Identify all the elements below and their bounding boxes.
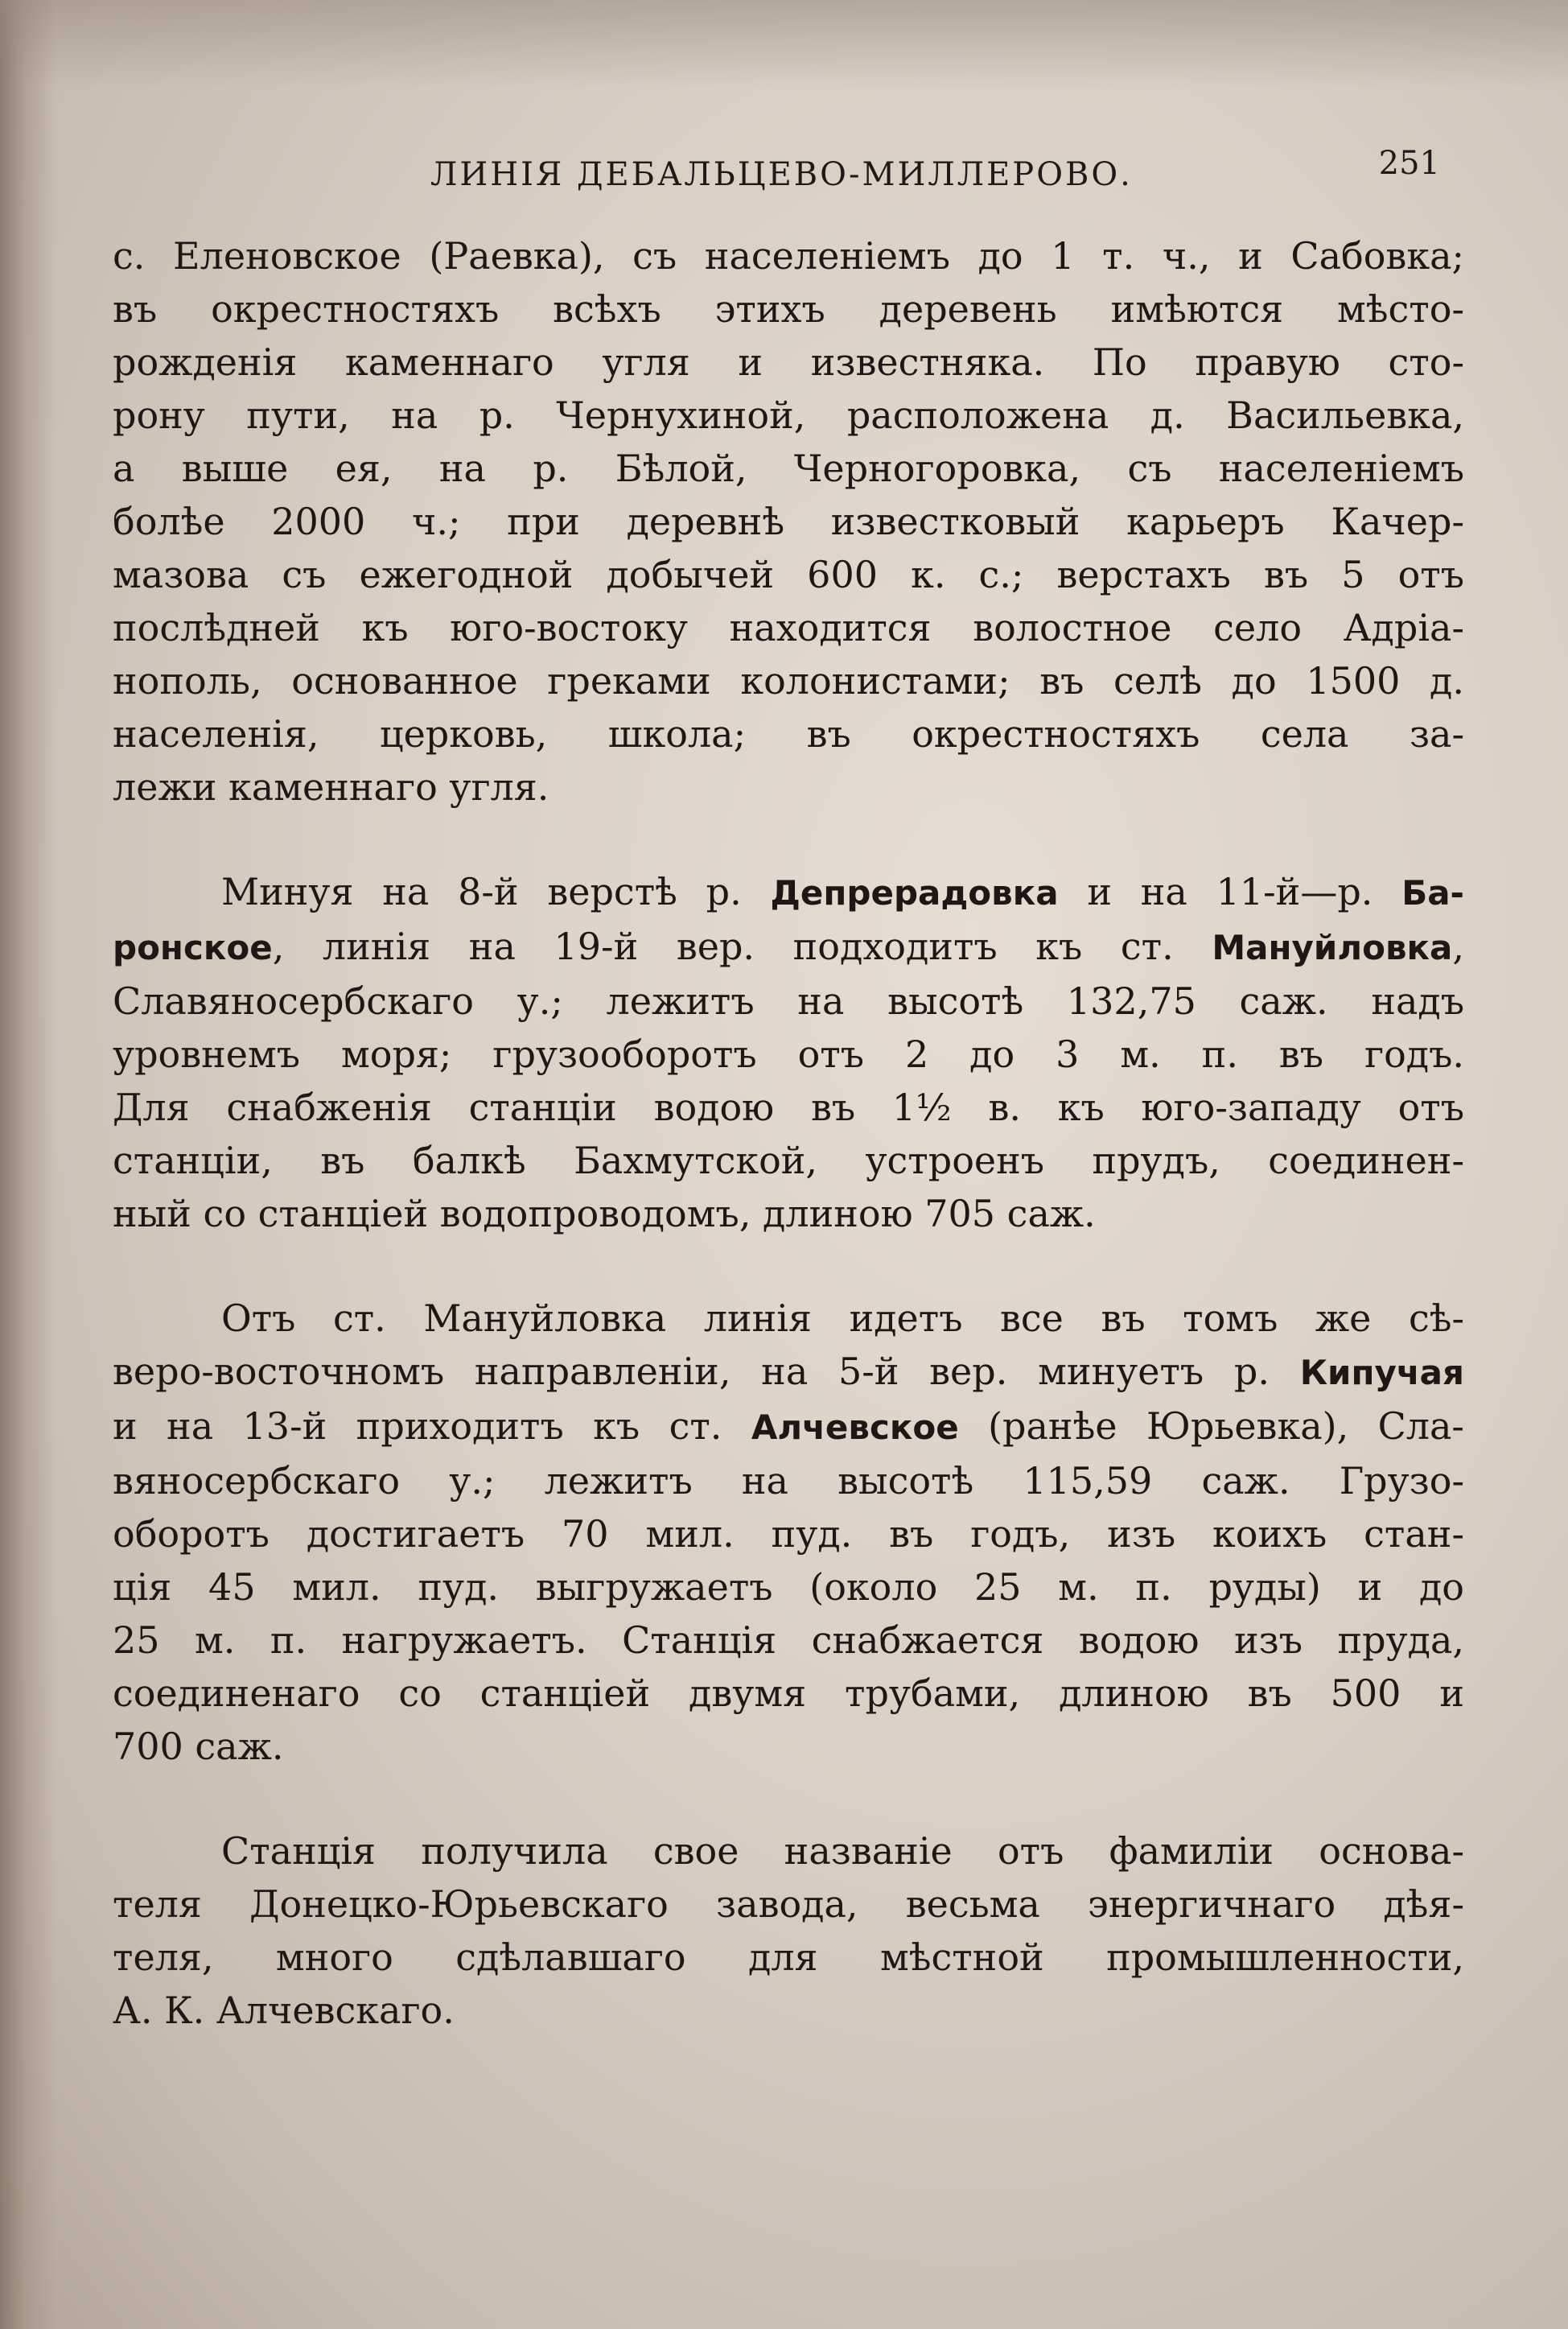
paragraph-gap: [113, 1773, 1464, 1824]
text-line: рожденія каменнаго угля и известняка. По правую сто-: [113, 340, 1464, 384]
text-line: теля, много сдѣлавшаго для мѣстной промышленности,: [113, 1935, 1464, 1979]
text-line: населенія, церковь, школа; въ окрестностяхъ села за-: [113, 712, 1464, 756]
text-line: рону пути, на р. Чернухиной, расположена д. Васильевка,: [113, 394, 1464, 437]
text-line: станціи, въ балкѣ Бахмутской, устроенъ прудъ, соединен-: [113, 1139, 1464, 1182]
text-line: Отъ ст. Мануйловка линія идетъ все въ томъ же сѣ-: [221, 1296, 1464, 1340]
text-line: ный со станціей водопроводомъ, длиною 705 саж.: [113, 1192, 1096, 1235]
text-line: и на 13-й приходитъ къ ст. Алчевское (ранѣе Юрьевка), Сла-: [113, 1404, 1464, 1448]
text-line: въ окрестностяхъ всѣхъ этихъ деревень имѣются мѣсто-: [113, 287, 1464, 331]
place-name-bold: Ба-: [1401, 873, 1464, 913]
paragraph-3: [113, 1292, 1464, 1773]
text-line: а выше ея, на р. Бѣлой, Черногоровка, съ населеніемъ: [113, 447, 1464, 490]
text-line: Славяносербскаго у.; лежитъ на высотѣ 132,75 саж. надъ: [113, 979, 1464, 1023]
text-line: послѣдней къ юго-востоку находится волостное село Адріа-: [113, 606, 1464, 649]
paragraph-1: [113, 229, 1464, 814]
text-line: ронское, линія на 19-й вер. подходитъ къ ст. Мануйловка,: [113, 925, 1464, 968]
text-line: болѣе 2000 ч.; при деревнѣ известковый карьеръ Качер-: [113, 500, 1464, 543]
text-line: с. Еленовское (Раевка), съ населеніемъ до 1 т. ч., и Сабовка;: [113, 234, 1464, 278]
place-name-bold: Алчевское: [751, 1408, 959, 1447]
paragraph-gap: [113, 1240, 1464, 1292]
paragraph-2: [113, 865, 1464, 1240]
text-line: 25 м. п. нагружаетъ. Станція снабжается водою изъ пруда,: [113, 1618, 1464, 1662]
text-line: веро-восточномъ направленіи, на 5-й вер. минуетъ р. Кипучая: [113, 1350, 1464, 1393]
page-header: [113, 145, 1464, 201]
text-line: А. К. Алчевскаго.: [113, 1989, 455, 2032]
text-line: лежи каменнаго угля.: [113, 765, 549, 809]
text-line: уровнемъ моря; грузооборотъ отъ 2 до 3 м. п. въ годъ.: [113, 1033, 1464, 1076]
place-name-bold: Мануйловка: [1212, 928, 1453, 967]
place-name-bold: ронское: [113, 928, 273, 967]
text-line: Для снабженія станціи водою въ 1½ в. къ юго-западу отъ: [113, 1086, 1464, 1129]
running-head: ЛИНІЯ ДЕБАЛЬЦЕВО-МИЛЛЕРОВО.: [430, 156, 1133, 193]
page-number: 251: [1378, 145, 1440, 182]
paragraph-4: [113, 1824, 1464, 2037]
text-line: соединенаго со станціей двумя трубами, длиною въ 500 и: [113, 1672, 1464, 1715]
text-line: вяносербскаго у.; лежитъ на высотѣ 115,59 саж. Грузо-: [113, 1459, 1464, 1503]
text-line: ція 45 мил. пуд. выгружаетъ (около 25 м. п. руды) и до: [113, 1565, 1464, 1609]
text-line: теля Донецко-Юрьевскаго завода, весьма энергичнаго дѣя-: [113, 1882, 1464, 1926]
place-name-bold: Кипучая: [1299, 1353, 1464, 1392]
text-line: мазова съ ежегодной добычей 600 к. с.; верстахъ въ 5 отъ: [113, 553, 1464, 596]
text-line: 700 саж.: [113, 1725, 284, 1768]
body-text: [113, 229, 1464, 2037]
text-line: Минуя на 8-й верстѣ р. Депрерадовка и на 11-й—р. Ба-: [221, 870, 1464, 913]
place-name-bold: Депрерадовка: [770, 873, 1059, 913]
paragraph-gap: [113, 814, 1464, 865]
text-line: оборотъ достигаетъ 70 мил. пуд. въ годъ, изъ коихъ стан-: [113, 1512, 1464, 1556]
text-line: нополь, основанное греками колонистами; въ селѣ до 1500 д.: [113, 659, 1464, 703]
text-line: Станція получила свое названіе отъ фамиліи основа-: [221, 1829, 1464, 1873]
